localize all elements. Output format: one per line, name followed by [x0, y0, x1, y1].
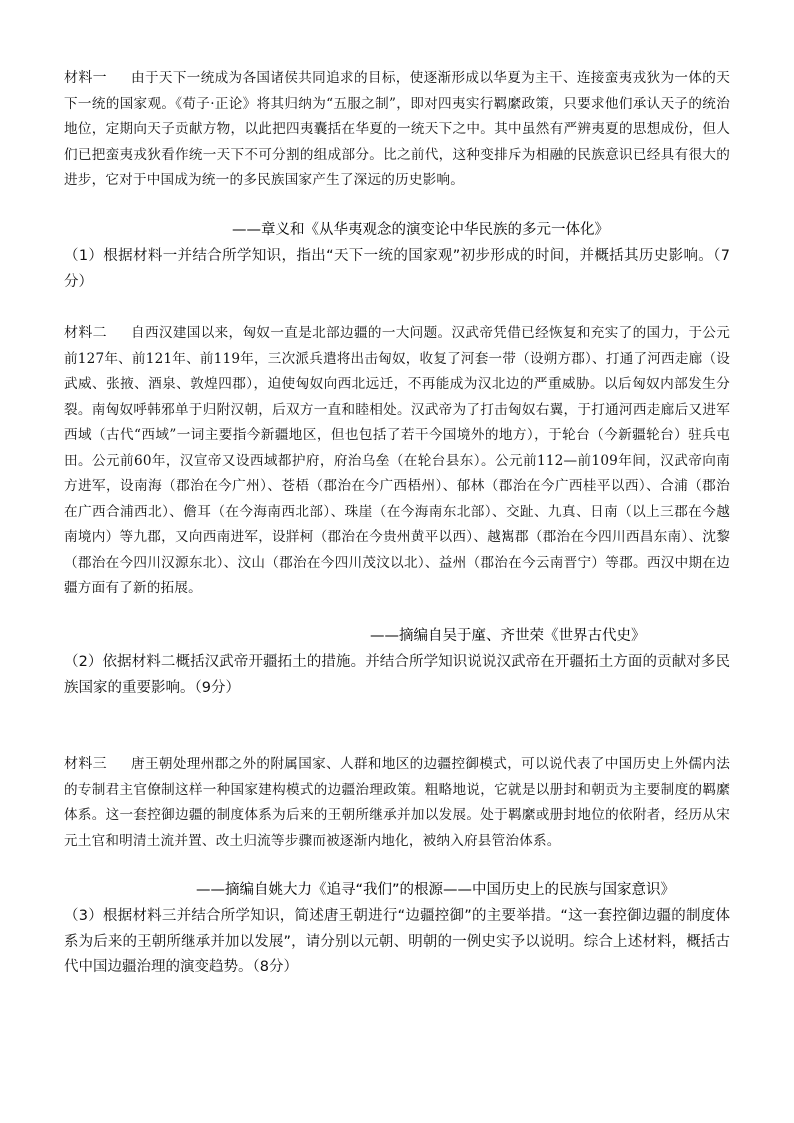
- material-2-source: ——摘编自吴于廑、齐世荣《世界古代史》: [370, 628, 646, 644]
- material-3-label: 材料三: [64, 756, 108, 772]
- material-3-text: 唐王朝处理州郡之外的附属国家、人群和地区的边疆控御模式，可以说代表了中国历史上外儒内法的专制君主官僚制这样一种国家建构模式的边疆治理政策。粗略地说，它就是以册封和朝贡为主要制度的羁縻体系。这一套控御边疆的制度体系为后来的王朝所继承并加以发展。处于羁縻或册封地位的依附者，经历从宋元土官和明清土流并置、改土归流等步骤而被逐渐内地化，被纳入府县管治体系。: [64, 756, 730, 849]
- material-2-label: 材料二: [64, 325, 108, 341]
- question-2: （2）依据材料二概括汉武帝开疆拓土的措施。并结合所学知识说说汉武帝在开疆拓土方面的贡献对多民族国家的重要影响。（9分）: [64, 654, 730, 696]
- material-3-paragraph: [64, 752, 730, 854]
- material-1-paragraph: [64, 66, 730, 194]
- material-1-label: 材料一: [64, 70, 108, 86]
- material-2-text: 自西汉建国以来，匈奴一直是北部边疆的一大问题。汉武帝凭借已经恢复和充实了的国力，于公元前127年、前121年、前119年，三次派兵遣将出击匈奴，收复了河套一带（设朔方郡）、打通了河西走廊（设武威、张掖、酒泉、敦煌四郡），迫使匈奴向西北远迁，不再能成为汉北边的严重威胁。以后匈奴内部发生分裂。南匈奴呼韩邪单于归附汉朝，后双方一直和睦相处。汉武帝为了打击匈奴右翼，于打通河西走廊后又进军西域（古代“西域”一词主要指今新疆地区，但也包括了若干今国境外的地方），于轮台（今新疆轮台）驻兵屯田。公元前60年，汉宣帝又设西域都护府，府治乌垒（在轮台县东）。公元前112—前109年间，汉武帝向南方进军，设南海（郡治在今广州）、苍梧（郡治在今广西梧州）、郁林（郡治在今广西桂平以西）、合浦（郡治在广西合浦西北）、儋耳（在今海南西北部）、珠崖（在今海南东北部）、交趾、九真、日南（以上三郡在今越南境内）等九郡，又向西南进军，设牂柯（郡治在今贵州黄平以西）、越嶲郡（郡治在今四川西昌东南）、沈黎（郡治在今四川汉源东北）、汶山（郡治在今四川茂汶以北）、益州（郡治在今云南晋宁）等郡。西汉中期在边疆方面有了新的拓展。: [64, 325, 730, 596]
- material-1-text: 由于天下一统成为各国诸侯共同追求的目标，使逐渐形成以华夏为主干、连接蛮夷戎狄为一体的天下一统的国家观。《荀子·正论》将其归纳为“五服之制”，即对四夷实行羁縻政策，只要求他们承认天子的统治地位，定期向天子贡献方物，以此把四夷囊括在华夏的一统天下之中。其中虽然有严辨夷夏的思想成份，但人们已把蛮夷戎狄看作统一天下不可分割的组成部分。比之前代，这种变排斥为相融的民族意识已经具有很大的进步，它对于中国成为统一的多民族国家产生了深远的历史影响。: [64, 70, 730, 188]
- question-1: （1）根据材料一并结合所学知识，指出“天下一统的国家观”初步形成的时间，并概括其历史影响。（7分）: [64, 248, 730, 290]
- question-3: （3）根据材料三并结合所学知识，简述唐王朝进行“边疆控御”的主要举措。“这一套控御边疆的制度体系为后来的王朝所继承并加以发展”，请分别以元朝、明朝的一例史实予以说明。综合上述材料，概括古代中国边疆治理的演变趋势。（8分）: [64, 908, 730, 975]
- material-1-source: ——章义和《从华夷观念的演变论中华民族的多元一体化》: [232, 222, 609, 238]
- material-2-paragraph: [64, 321, 730, 602]
- material-3-source: ——摘编自姚大力《追寻“我们”的根源——中国历史上的民族与国家意识》: [196, 882, 676, 898]
